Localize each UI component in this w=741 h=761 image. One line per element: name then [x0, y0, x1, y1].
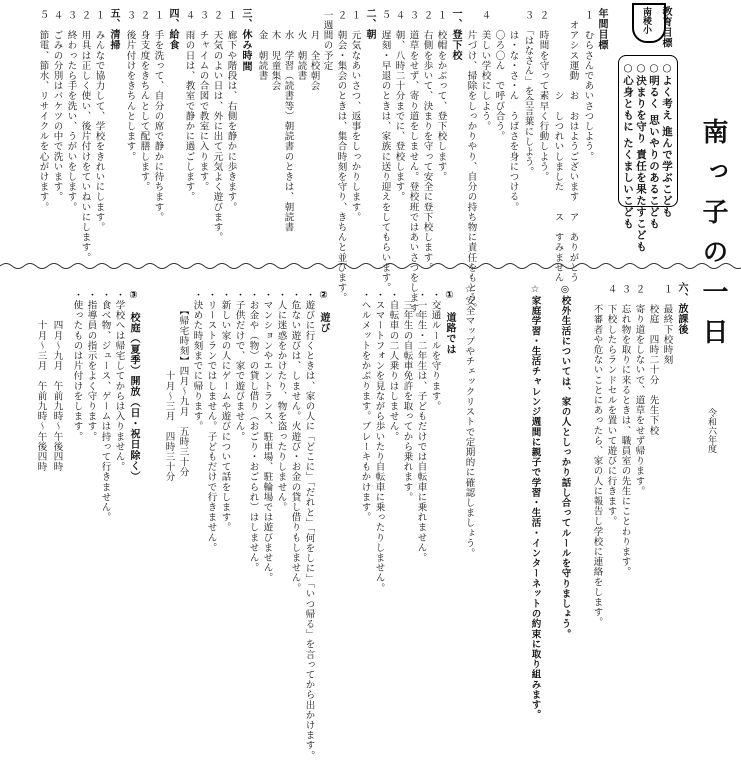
top-line: ３ チャイムの合図で教室に入ります。 — [197, 10, 209, 192]
top-line: 一週間の予定 — [321, 10, 333, 71]
top-line: １ みんなで協力して、学校をきれいにします。 — [93, 10, 105, 233]
bottom-line: ・スマートフォンを見ながら歩いたり自転車に乗ったりしません。 — [373, 290, 385, 593]
top-line: ３ 終わったら手を洗い、うがいをします。 — [65, 10, 77, 212]
bottom-line: 校庭 四時二十分 先生下校 — [647, 284, 659, 436]
section-heading: 一、登下校 — [450, 8, 461, 61]
bottom-line: 十月～三月 四時三十分 — [163, 290, 175, 482]
goals-heading: 教育目標 — [660, 6, 671, 49]
bottom-line: ・食べ物、ジュース、ゲームは持って行きません。 — [99, 290, 111, 523]
subsection-heading: ③ 校庭（夏季）開放（日・祝日除く） — [128, 290, 139, 482]
top-line: １ 校帽をかぶって、登下校します。 — [435, 10, 447, 182]
top-line: 水 学習（読書等）朝読書のときは、朝読書 — [282, 10, 294, 233]
bottom-line: ３ 忘れ物を取りに来るときは、職員室の先生にことわります。 — [619, 284, 631, 577]
bottom-line: 三年生の自転車免許を取ってから乗れます。 — [401, 290, 413, 503]
page-title: 南っ子の一日 — [698, 118, 728, 358]
section-divider — [0, 261, 741, 271]
bottom-line: ・一年生・二年生は、子どもだけでは自転車に乗れません。 — [415, 290, 427, 563]
school-emblem-text: 南稜小 — [641, 7, 651, 34]
section-heading: 三、休み時間 — [240, 8, 251, 72]
bottom-line: ・ヘルメットをかぶります。ブレーキもかけます。 — [359, 290, 371, 523]
section-heading: 四、給食 — [167, 8, 178, 51]
bottom-line: ・指導員の指示をよく守ります。 — [85, 290, 97, 442]
top-line: 木 児童集会 — [269, 10, 281, 91]
top-line: 片づけ、掃除をしっかりやり、自分の持ち物に責任をもとう。 — [465, 10, 477, 313]
bottom-line: １ 最終下校時刻 — [661, 284, 673, 365]
top-line: ４ ごみの分別はバケツの中で洗います。 — [51, 10, 63, 202]
bottom-line: ・遊びに行くときは、家の人に「どこに」「だれと」「何をしに」「いつ帰る」を言ってから出かけます。 — [303, 290, 315, 761]
top-line: ３ 道草をせず、寄り道をしません。登校班ではあいさつをします。 — [407, 10, 419, 324]
bottom-line: 不審者や危ないことにあったら、家の人に報告し学校に連絡をします。 — [591, 284, 603, 628]
bottom-line: ・リーストランではしません。子どもだけで行きません。 — [205, 290, 217, 553]
bottom-line: ◎校外生活については、家の人としっかり話し合ってルールを守りましょう。 — [559, 284, 571, 639]
bottom-line: ・決めた時刻までに帰ります。 — [191, 290, 203, 432]
top-line: シ しつれいしました ス すみません — [552, 10, 564, 283]
bottom-line: 【帰宅時刻】四月～九月 五時三十分 — [177, 290, 189, 478]
top-line: 月 全校朝会 — [308, 10, 320, 91]
top-line: 火 朝読書 — [295, 10, 307, 81]
top-line: １ 元気なあいさつ、返事をしっかりします。 — [349, 10, 361, 223]
annual-goal-heading: 年間目標 — [596, 8, 607, 51]
bottom-line: ☆家庭学習・生活チャレンジ週間に親子で学習・生活・インターネットの約束に取り組みます。 — [529, 284, 541, 720]
bottom-line: ・新しい家の人にゲームや遊びについて話をします。 — [219, 290, 231, 533]
bottom-line: 四月～九月 午前九時～午後四時 — [51, 290, 63, 472]
top-line: ２ 用具は正しく使い、後片付けをていねいにします。 — [79, 10, 91, 263]
top-line: ３ 「はなさん」を合言葉にしよう。 — [522, 10, 534, 177]
bottom-line: ・自転車の二人乗りはしません。 — [387, 290, 399, 442]
top-line: １ むらさんであいさつしよう。 — [582, 10, 594, 162]
top-line: １ 廊下や階段は、右側を静かに歩きます。 — [225, 10, 237, 212]
top-line: ２ 天気のよい日は、外に出て元気よく遊びます。 — [211, 10, 223, 243]
top-line: は・な・さ・ん うばさを身につける。 — [507, 10, 519, 212]
top-line: ３ 後片付けをきちんとします。 — [124, 10, 136, 162]
section-heading: 六、放課後 — [676, 282, 687, 335]
subsection-heading: ① 道路では — [444, 290, 455, 355]
section-heading: 二、朝 — [364, 8, 375, 40]
bottom-line: 十月～三月 午前九時～午後四時 — [35, 290, 47, 472]
goal-item-2: ○明るく 思いやりのあるこども — [648, 62, 660, 230]
bottom-line: ・マンションやエントランス、駐車場、駐輪場では遊びません。 — [261, 290, 273, 583]
top-line: ２ 朝会・集会のときは、集合時刻を守り、きちんと並びます。 — [335, 10, 347, 303]
bottom-line: ・学校へは帰宅してからは入りません。 — [113, 290, 125, 472]
top-line: ２ 身支度をきちんとして配膳します。 — [138, 10, 150, 192]
bottom-line: ☆安全マップやチェックリストで定期的に確認しましょう。 — [463, 284, 475, 559]
top-line: 金 朝読書 — [256, 10, 268, 81]
bottom-line: ４ 下校したらランドセルを置いて遊びに行きます。 — [605, 284, 617, 527]
fiscal-year: 令和六年度 — [706, 408, 716, 453]
section-heading: 五、清掃 — [108, 8, 119, 51]
top-line: ２ 右側を歩いて、決まりを守って安全に登下校します。 — [421, 10, 433, 273]
top-line: ４ 美しい学校にしよう。 — [479, 10, 491, 132]
top-line: ２ 時間を守って素早く行動しよう。 — [537, 10, 549, 182]
bottom-line: ・交通ルールを守ります。 — [429, 290, 441, 412]
top-line: ４ 朝、八時二十分までに、登校します。 — [393, 10, 405, 202]
bottom-line: ・子供だけで、家で遊びません。 — [233, 290, 245, 442]
top-line: 〇ろ〇ん で呼び合う。 — [493, 10, 505, 142]
top-line: ４ 雨の日は、教室で静かに過ごします。 — [183, 10, 195, 202]
subsection-heading: ② 遊び — [318, 290, 329, 334]
top-line: オアシス運動 お おはようございます ア ありがとう — [567, 10, 579, 283]
goal-item-1: ○よく考え 進んで学ぶこども — [661, 62, 673, 218]
bottom-line: ・危ない遊びは、しません。火遊び・お金の貸し借りもしません。 — [289, 290, 301, 593]
goal-item-4: ○心身ともに たくましいこども — [622, 62, 634, 230]
bottom-line: ２ 寄り道をしないで、道草をせず帰ります。 — [633, 284, 645, 497]
goal-item-3: ○決まりを守り 責任を果たすこども — [635, 62, 647, 253]
bottom-line: ・使ったものは片付けをします。 — [71, 290, 83, 442]
top-line: ５ 節電、節水、リサイクルを心がけます。 — [37, 10, 49, 212]
top-line: ５ 遅刻・早退のときは、家族に送り迎えをしてもらいます。 — [379, 10, 391, 293]
bottom-line: ・お金や（物）の貸し借り（おごり・おごられ）はしません。 — [247, 290, 259, 573]
bottom-line: ・人に迷惑をかけたり、物を盗ったりしません。 — [275, 290, 287, 513]
top-line: １ 手を洗って、自分の席で静かに待ちます。 — [152, 10, 164, 223]
